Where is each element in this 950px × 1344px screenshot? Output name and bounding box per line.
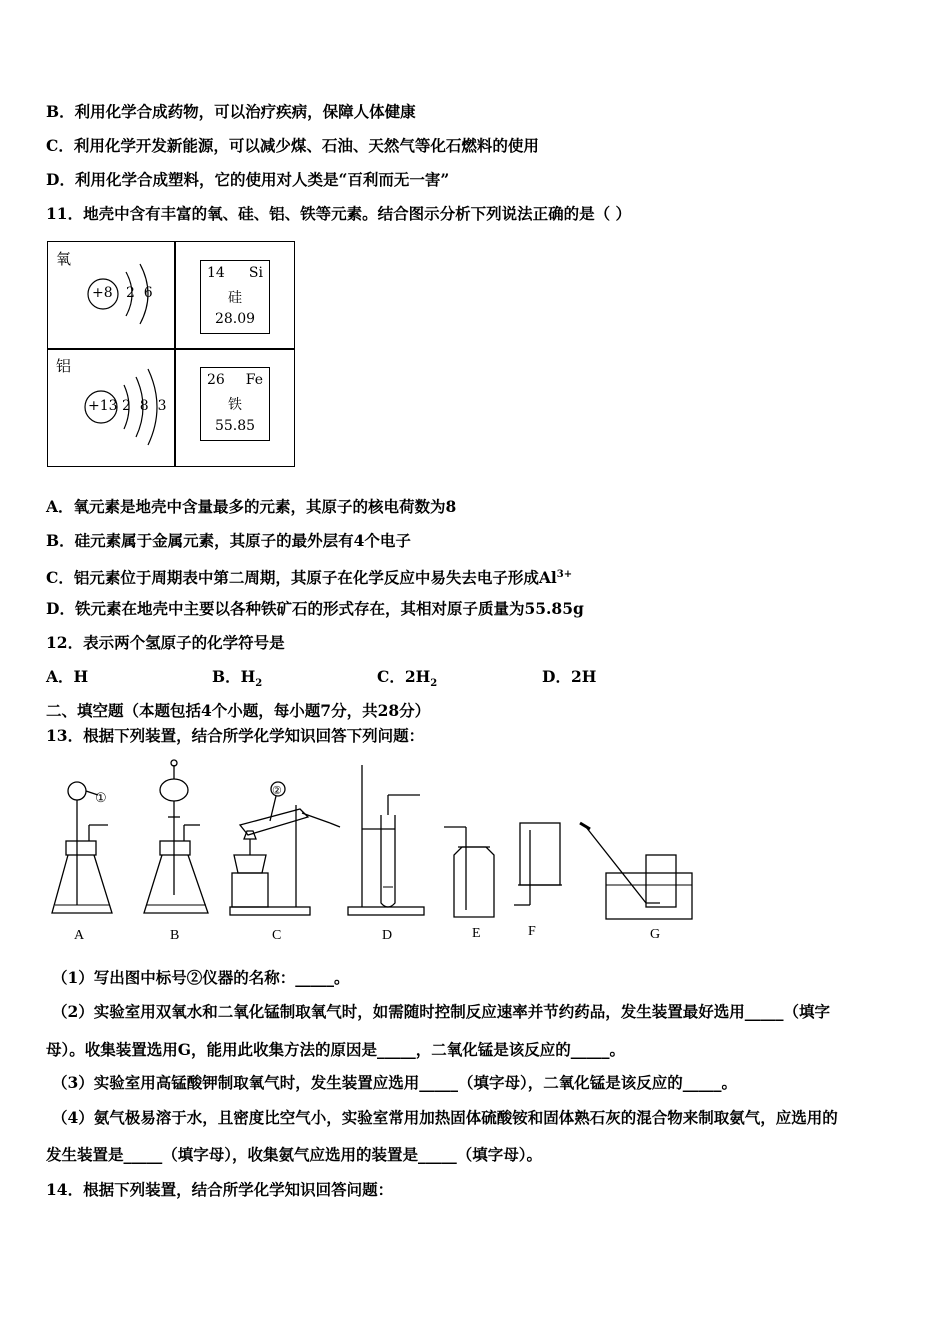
apparatus-marker-2: ② — [272, 785, 282, 797]
q11-stem: 11．地壳中含有丰富的氧、硅、铝、铁等元素。结合图示分析下列说法正确的是（ ） — [46, 204, 631, 223]
silicon-symbol: Si — [248, 265, 263, 281]
q13-stem: 13．根据下列装置，结合所学化学知识回答下列问题： — [46, 726, 425, 745]
q13-part-4b: 发生装置是_____（填字母），收集氨气应选用的装置是_____（填字母）。 — [46, 1145, 543, 1164]
q11-option-c-sup: 3+ — [556, 569, 573, 580]
q12-option-d: D．2H — [542, 667, 597, 686]
q11-option-b: B．硅元素属于金属元素，其原子的最外层有4个电子 — [46, 531, 411, 550]
iron-cell — [175, 349, 298, 461]
apparatus-figure — [40, 755, 740, 945]
silicon-mass: 28.09 — [214, 311, 256, 327]
apparatus-label-g: G — [650, 927, 661, 942]
q12-option-c — [377, 667, 437, 694]
apparatus-label-c: C — [272, 928, 282, 943]
apparatus-marker-1: ① — [95, 790, 107, 805]
aluminum-atom-diagram — [48, 349, 171, 461]
silicon-name: 硅 — [228, 290, 242, 306]
aluminum-shells: 2 8 3 — [122, 398, 167, 414]
q12-stem: 12．表示两个氢原子的化学符号是 — [46, 633, 285, 652]
iron-number: 26 — [207, 372, 225, 388]
apparatus-g — [580, 823, 692, 919]
apparatus-label-e: E — [472, 926, 481, 941]
element-figure-grid — [47, 241, 295, 467]
oxygen-nucleus: +8 — [92, 285, 113, 301]
q10-option-d: D．利用化学合成塑料，它的使用对人类是“百利而无一害” — [46, 170, 450, 189]
q13-part-4a: （4）氨气极易溶于水，且密度比空气小，实验室常用加热固体硫酸铵和固体熟石灰的混合物来制取氨气，应选用的 — [52, 1108, 838, 1127]
silicon-cell — [175, 242, 298, 354]
apparatus-f — [514, 823, 562, 905]
q13-part-3: （3）实验室用高锰酸钾制取氧气时，发生装置应选用_____（填字母），二氧化锰是该反应的_____。 — [52, 1073, 738, 1092]
apparatus-d — [348, 765, 424, 915]
apparatus-c — [230, 782, 340, 915]
silicon-element-box — [200, 260, 270, 334]
q11-option-c-text: C．铝元素位于周期表中第二周期，其原子在化学反应中易失去电子形成Al — [46, 568, 557, 588]
q12-option-a: A．H — [46, 667, 89, 686]
apparatus-b — [144, 760, 208, 913]
q11-option-d: D．铁元素在地壳中主要以各种铁矿石的形式存在，其相对原子质量为55.85g — [46, 599, 584, 618]
q12-option-b — [212, 667, 262, 694]
apparatus-label-d: D — [382, 928, 393, 943]
silicon-number: 14 — [207, 265, 225, 281]
aluminum-label: 铝 — [56, 357, 72, 375]
q10-option-b: B．利用化学合成药物，可以治疗疾病，保障人体健康 — [46, 102, 416, 121]
apparatus-label-a: A — [74, 928, 85, 943]
oxygen-atom-diagram — [48, 242, 171, 354]
apparatus-label-f: F — [528, 924, 536, 939]
q12-option-c-sub: 2 — [430, 678, 438, 690]
aluminum-nucleus: +13 — [88, 398, 118, 414]
q14-stem: 14．根据下列装置，结合所学化学知识回答问题： — [46, 1180, 394, 1199]
iron-element-box — [200, 367, 270, 441]
section-2-heading: 二、填空题（本题包括4个小题，每小题7分，共28分） — [46, 701, 431, 720]
apparatus-e — [444, 827, 494, 917]
iron-mass: 55.85 — [214, 418, 256, 434]
iron-name: 铁 — [228, 397, 242, 413]
apparatus-label-b: B — [170, 928, 180, 943]
q11-option-c — [46, 565, 572, 588]
q13-part-1: （1）写出图中标号②仪器的名称：_____。 — [52, 968, 350, 987]
iron-symbol: Fe — [245, 372, 263, 388]
q12-option-b-text: B．H — [212, 667, 256, 686]
q12-option-c-text: C．2H — [377, 667, 431, 686]
q13-part-2b: 母）。收集装置选用G，能用此收集方法的原因是_____，二氧化锰是该反应的_____。 — [46, 1040, 625, 1059]
q11-option-a: A．氧元素是地壳中含量最多的元素，其原子的核电荷数为8 — [46, 497, 457, 516]
q13-part-2a: （2）实验室用双氧水和二氧化锰制取氧气时，如需随时控制反应速率并节约药品，发生装置最好选用_____（填字 — [52, 1002, 831, 1021]
q10-option-c: C．利用化学开发新能源，可以减少煤、石油、天然气等化石燃料的使用 — [46, 136, 539, 155]
q12-option-b-sub: 2 — [255, 678, 263, 690]
oxygen-label: 氧 — [56, 250, 72, 268]
oxygen-shells: 2 6 — [126, 285, 153, 301]
